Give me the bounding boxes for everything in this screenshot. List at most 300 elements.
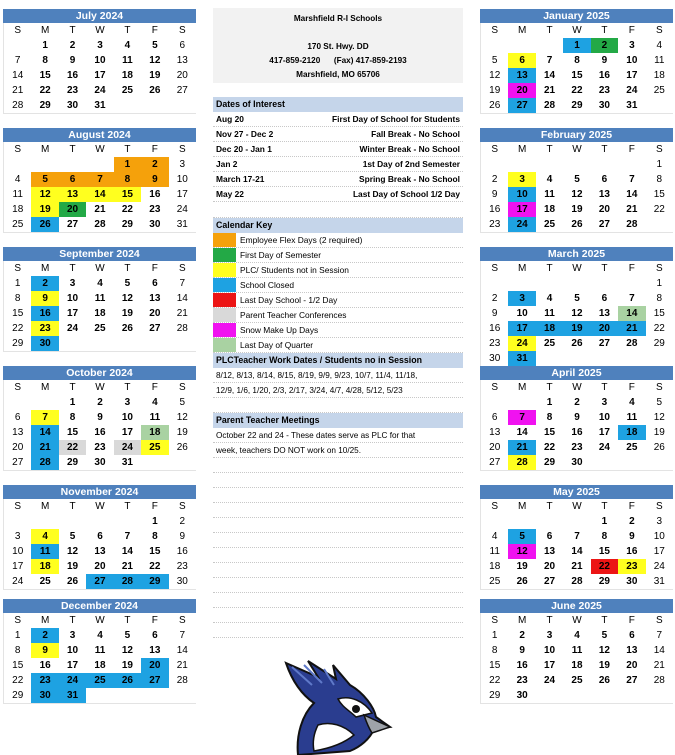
event-text: Winter Break - No School [359,144,460,154]
day-cell: 8 [42,55,48,66]
date-of-interest-row [213,112,463,127]
day-cell: 28 [544,100,556,111]
day-cell: 30 [149,219,161,230]
day-cell: 24 [598,442,610,453]
day-cell: 4 [14,174,21,185]
day-cell: 21 [626,204,638,215]
day-cell: 13 [149,293,161,304]
day-cell: 22 [59,440,86,455]
weekday-label: T [601,263,608,274]
day-cell: 15 [544,427,556,438]
day-cell: 24 [114,440,141,455]
calendar-key-heading: Calendar Key [213,218,463,233]
month-calendar [480,9,673,114]
day-cell: 2 [31,276,58,291]
day-cell: 3 [508,172,535,187]
day-cell: 31 [626,100,638,111]
day-cell: 9 [141,172,168,187]
day-cell: 6 [152,630,158,641]
weekday-label: S [491,144,499,155]
month-title: August 2024 [3,128,196,142]
blank-line [213,473,463,488]
day-cell: 20 [598,204,610,215]
weekday-label: S [178,144,186,155]
day-cell: 16 [489,204,501,215]
month-title: January 2025 [480,9,673,23]
weekday-label: T [69,25,76,36]
day-cell: 27 [67,219,79,230]
day-cell: 12 [571,308,583,319]
day-cell: 12 [176,412,188,423]
day-cell: 15 [571,70,583,81]
weekday-label: F [151,615,158,626]
day-cell: 7 [546,55,553,66]
day-cell: 3 [656,516,663,527]
month-title: July 2024 [3,9,196,23]
weekday-label: T [124,615,131,626]
day-cell: 24 [508,217,535,232]
empty-cell [563,157,590,172]
empty-cell [4,514,31,529]
empty-cell [4,38,31,53]
calendar-key-label: First Day of Semester [240,250,321,260]
day-cell: 26 [571,338,583,349]
month-calendar [3,599,196,704]
weekday-label: W [95,615,105,626]
day-cell: 24 [12,576,24,587]
day-cell: 4 [124,40,131,51]
calendar-key-row [213,233,463,248]
weekday-label: S [178,501,186,512]
weekday-label: S [655,25,663,36]
day-cell: 12 [653,412,665,423]
empty-cell [591,276,618,291]
blank-line [213,488,463,503]
day-cell: 15 [653,189,665,200]
day-cell: 1 [601,516,608,527]
empty-cell [563,276,590,291]
date-of-interest-row [213,157,463,172]
empty-cell [508,276,535,291]
day-cell: 19 [563,321,590,336]
calendar-key-label: Parent Teacher Conferences [240,310,347,320]
day-cell: 27 [508,98,535,113]
day-cell: 27 [149,323,161,334]
day-cell: 21 [176,660,188,671]
day-cell: 12 [31,187,58,202]
day-cell: 29 [653,338,665,349]
day-cell: 22 [544,442,556,453]
day-cell: 23 [67,85,79,96]
day-cell: 5 [152,40,158,51]
day-cell: 8 [601,531,608,542]
calendar-key-row [213,338,463,353]
calendar-key-label: School Closed [240,280,295,290]
weekday-label: T [69,382,76,393]
event-text: 1st Day of 2nd Semester [362,159,460,169]
day-cell: 10 [544,645,556,656]
day-cell: 11 [489,546,500,557]
month-grid [480,23,673,114]
day-cell: 2 [97,397,103,408]
day-cell: 31 [121,457,133,468]
day-cell: 29 [39,100,51,111]
day-cell: 11 [626,412,638,423]
day-cell: 25 [571,675,583,686]
day-cell: 13 [149,645,161,656]
day-cell: 15 [489,660,501,671]
day-cell: 17 [67,308,79,319]
day-cell: 19 [67,561,79,572]
day-cell: 30 [489,353,501,364]
day-cell: 7 [629,293,635,304]
day-cell: 7 [574,531,580,542]
day-cell: 1 [152,516,158,527]
day-cell: 14 [544,70,556,81]
weekday-label: M [40,615,50,626]
day-cell: 29 [67,457,79,468]
month-title: October 2024 [3,366,196,380]
empty-cell [86,514,113,529]
day-cell: 21 [121,561,133,572]
day-cell: 22 [653,204,665,215]
day-cell: 13 [544,546,556,557]
day-cell: 12 [489,70,501,81]
calendar-key-list [213,233,463,353]
day-cell: 10 [653,531,665,542]
day-cell: 22 [121,204,133,215]
weekday-label: S [655,263,663,274]
weekday-label: T [124,501,131,512]
day-cell: 3 [601,397,608,408]
day-cell: 16 [176,546,188,557]
day-cell: 1 [69,397,76,408]
calendar-key-label: PLC/ Students not in Session [240,265,349,275]
day-cell: 16 [571,427,583,438]
calendar-key-row [213,263,463,278]
weekday-label: S [655,144,663,155]
day-cell: 17 [544,660,556,671]
color-swatch [213,233,236,247]
month-grid [480,613,673,704]
empty-cell [481,38,508,53]
day-cell: 29 [544,457,556,468]
day-cell: 8 [14,645,21,656]
day-cell: 4 [152,397,158,408]
month-calendar [480,485,673,590]
weekday-label: M [517,25,527,36]
weekday-label: T [601,615,608,626]
day-cell: 5 [574,174,580,185]
day-cell: 20 [141,658,168,673]
month-grid [3,261,196,352]
day-cell: 18 [618,425,645,440]
day-cell: 30 [94,457,106,468]
ptm-line: October 22 and 24 - These dates serve as PLC for that [213,428,463,443]
day-cell: 9 [519,645,525,656]
weekday-label: T [69,263,76,274]
day-cell: 12 [598,645,610,656]
day-cell: 8 [14,293,21,304]
weekday-label: T [601,382,608,393]
day-cell: 30 [176,576,188,587]
day-cell: 22 [12,675,24,686]
empty-cell [31,514,58,529]
day-cell: 26 [598,675,610,686]
day-cell: 9 [31,291,58,306]
month-title: November 2024 [3,485,196,499]
calendar-key-row [213,278,463,293]
day-cell: 8 [152,531,158,542]
parent-teacher-heading: Parent Teacher Meetings [213,413,463,428]
day-cell: 2 [491,174,498,185]
date-of-interest-row [213,172,463,187]
day-cell: 16 [516,660,528,671]
day-cell: 19 [516,561,528,572]
weekday-label: T [601,25,608,36]
day-cell: 28 [31,455,58,470]
day-cell: 1 [656,278,663,289]
day-cell: 30 [516,690,528,701]
weekday-label: S [491,501,499,512]
day-cell: 25 [39,576,51,587]
day-cell: 22 [489,675,501,686]
blank-line [213,458,463,473]
weekday-label: T [124,25,131,36]
day-cell: 7 [179,630,186,641]
day-cell: 27 [598,219,610,230]
day-cell: 10 [516,308,528,319]
day-cell: 15 [149,546,161,557]
day-cell: 8 [656,293,663,304]
empty-cell [481,276,508,291]
day-cell: 7 [179,278,186,289]
school-name: Marshfield R-I Schools [293,14,383,23]
day-cell: 15 [39,70,51,81]
weekday-label: S [14,382,22,393]
blank-line [213,518,463,533]
day-cell: 15 [12,660,24,671]
day-cell: 2 [69,40,76,51]
day-cell: 8 [491,645,498,656]
empty-cell [481,157,508,172]
day-cell: 11 [94,293,106,304]
day-cell: 16 [149,189,161,200]
day-cell: 14 [571,546,583,557]
day-cell: 20 [544,561,556,572]
weekday-label: S [14,144,22,155]
day-cell: 14 [12,70,24,81]
day-cell: 14 [653,645,665,656]
day-cell: 20 [12,442,24,453]
day-cell: 18 [94,308,106,319]
event-text: First Day of School for Students [332,114,460,124]
day-cell: 10 [67,645,79,656]
day-cell: 18 [653,70,665,81]
day-cell: 12 [149,55,161,66]
day-cell: 5 [124,630,131,641]
day-cell: 12 [571,189,583,200]
school-info [213,8,463,83]
color-swatch [213,338,236,352]
dates-of-interest-heading: Dates of Interest [213,97,463,112]
day-cell: 3 [69,630,76,641]
day-cell: 21 [544,85,556,96]
weekday-label: W [95,382,105,393]
day-cell: 20 [94,561,106,572]
day-cell: 6 [629,630,635,641]
calendar-key-row [213,293,463,308]
weekday-label: T [546,501,553,512]
color-swatch [213,278,236,292]
day-cell: 21 [618,321,645,336]
day-cell: 2 [574,397,580,408]
day-cell: 19 [489,85,501,96]
day-cell: 7 [656,630,663,641]
day-cell: 13 [626,645,638,656]
day-cell: 8 [574,55,580,66]
weekday-label: M [517,501,527,512]
day-cell: 25 [544,219,556,230]
day-cell: 23 [149,204,161,215]
day-cell: 14 [31,425,58,440]
day-cell: 23 [94,442,106,453]
school-phones: 417-859-2120 (Fax) 417-859-2193 [269,56,407,65]
day-cell: 28 [571,576,583,587]
day-cell: 10 [12,546,24,557]
day-cell: 30 [67,100,79,111]
empty-cell [4,157,31,172]
day-cell: 22 [571,85,583,96]
day-cell: 28 [94,219,106,230]
day-cell: 9 [601,55,608,66]
day-cell: 25 [489,576,501,587]
day-cell: 13 [59,187,86,202]
date-text: Jan 2 [216,159,238,169]
day-cell: 10 [508,187,535,202]
weekday-label: M [517,382,527,393]
date-of-interest-row [213,142,463,157]
day-cell: 5 [491,55,498,66]
plc-line: 12/9, 1/6, 1/20, 2/3, 2/17, 3/24, 4/7, 4/28, 5/12, 5/23 [213,383,463,398]
day-cell: 7 [508,410,535,425]
day-cell: 11 [544,189,555,200]
day-cell: 13 [508,68,535,83]
weekday-label: T [124,263,131,274]
day-cell: 27 [86,574,113,589]
blank-line [213,623,463,638]
month-title: June 2025 [480,599,673,613]
day-cell: 5 [124,278,131,289]
day-cell: 2 [31,628,58,643]
day-cell: 9 [69,55,76,66]
day-cell: 1 [114,157,141,172]
weekday-label: T [546,144,553,155]
day-cell: 27 [626,675,638,686]
day-cell: 18 [571,660,583,671]
month-calendar [3,9,196,114]
blank-line [213,548,463,563]
day-cell: 10 [121,412,133,423]
weekday-label: M [517,144,527,155]
day-cell: 30 [626,576,638,587]
school-city: Marshfield, MO 65706 [296,70,380,79]
day-cell: 5 [31,172,58,187]
weekday-label: W [572,25,582,36]
weekday-label: S [491,25,499,36]
day-cell: 3 [14,531,21,542]
weekday-label: F [151,25,158,36]
day-cell: 26 [121,323,133,334]
day-cell: 13 [489,427,501,438]
plc-heading: PLCTeacher Work Dates / Students no in Session [213,353,463,368]
weekday-label: M [517,615,527,626]
weekday-label: F [628,263,635,274]
day-cell: 2 [519,630,525,641]
day-cell: 23 [618,559,645,574]
day-cell: 26 [653,442,665,453]
month-grid [3,23,196,114]
day-cell: 17 [12,561,24,572]
day-cell: 17 [598,427,610,438]
day-cell: 1 [563,38,590,53]
day-cell: 20 [59,202,86,217]
day-cell: 8 [656,174,663,185]
weekday-label: M [40,501,50,512]
day-cell: 27 [544,576,556,587]
day-cell: 14 [516,427,528,438]
empty-cell [563,514,590,529]
day-cell: 25 [544,338,556,349]
day-cell: 18 [544,204,556,215]
day-cell: 17 [508,202,535,217]
day-cell: 21 [653,660,665,671]
day-cell: 11 [12,189,23,200]
date-text: May 22 [216,189,244,199]
color-swatch [213,323,236,337]
month-grid [480,261,673,367]
empty-cell [508,38,535,53]
weekday-label: F [628,615,635,626]
day-cell: 4 [629,397,635,408]
weekday-label: S [14,25,22,36]
month-grid [3,380,196,471]
day-cell: 16 [94,427,106,438]
day-cell: 8 [114,172,141,187]
day-cell: 16 [598,70,610,81]
month-title: May 2025 [480,485,673,499]
day-cell: 5 [601,630,608,641]
day-cell: 6 [546,531,553,542]
month-grid [480,499,673,590]
day-cell: 13 [598,308,610,319]
weekday-label: W [572,501,582,512]
empty-cell [536,38,563,53]
day-cell: 24 [67,323,79,334]
day-cell: 4 [574,630,580,641]
day-cell: 21 [12,85,24,96]
day-cell: 31 [653,576,665,587]
day-cell: 3 [69,278,76,289]
weekday-label: W [95,501,105,512]
empty-cell [481,395,508,410]
day-cell: 18 [94,660,106,671]
day-cell: 3 [97,40,103,51]
day-cell: 8 [546,412,553,423]
day-cell: 14 [86,187,113,202]
day-cell: 9 [491,189,498,200]
day-cell: 22 [149,561,161,572]
